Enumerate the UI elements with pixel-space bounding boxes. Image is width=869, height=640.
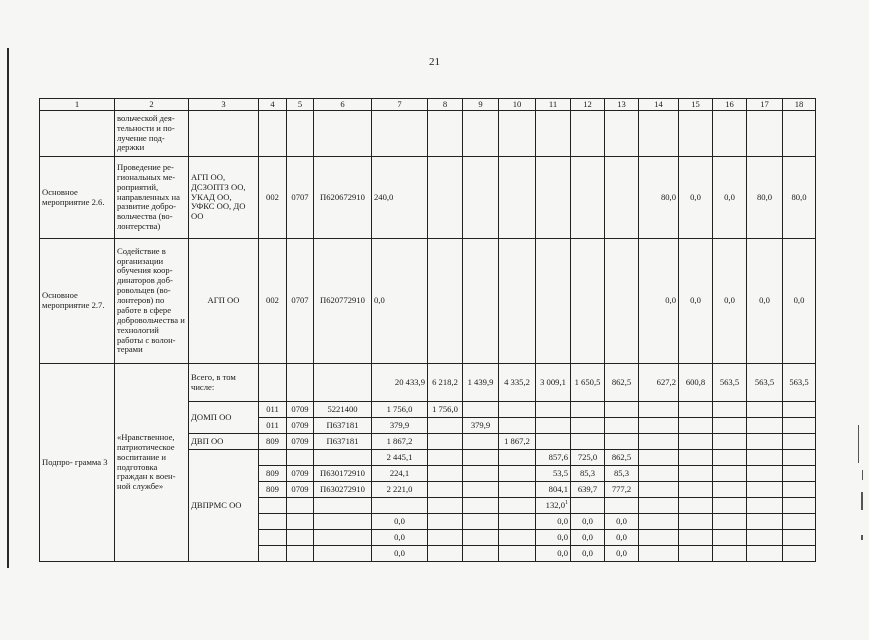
executor: ДВПРМС ОО: [189, 450, 259, 562]
cell: 0,0: [713, 239, 747, 364]
cell: 2 221,0: [372, 482, 428, 498]
cell: 011: [259, 402, 287, 418]
cell: 777,2: [605, 482, 639, 498]
measure-name: Основное мероприятие 2.6.: [40, 157, 115, 239]
cell: 862,5: [605, 364, 639, 402]
cell: 1 756,0: [372, 402, 428, 418]
cell: 240,0: [372, 157, 428, 239]
cell: 4 335,2: [499, 364, 536, 402]
table-row: [40, 111, 816, 157]
column-number: 13: [605, 99, 639, 111]
cell: 80,0: [783, 157, 816, 239]
cell: 379,9: [463, 418, 499, 434]
column-number: 8: [428, 99, 463, 111]
executor: АГП ОО, ДСЗОПТЗ ОО, УКАД ОО, УФКС ОО, ДО ОО: [189, 157, 259, 239]
cell: 0,0: [536, 546, 571, 562]
footnote-mark: 1: [565, 500, 568, 507]
cell: 011: [259, 418, 287, 434]
column-number: 11: [536, 99, 571, 111]
cell: 563,5: [747, 364, 783, 402]
cell: 0,0: [571, 530, 605, 546]
column-number: 2: [115, 99, 189, 111]
cell: 809: [259, 434, 287, 450]
cell: 0,0: [372, 514, 428, 530]
cell: 563,5: [783, 364, 816, 402]
table-row: [40, 157, 816, 239]
column-number: 7: [372, 99, 428, 111]
cell: 1 756,0: [428, 402, 463, 418]
cell: 85,3: [571, 466, 605, 482]
column-number: 17: [747, 99, 783, 111]
cell: 53,5: [536, 466, 571, 482]
cell: 0,0: [747, 239, 783, 364]
column-number: 1: [40, 99, 115, 111]
cell: 1 867,2: [372, 434, 428, 450]
cell: П620672910: [314, 157, 372, 239]
cell: 0707: [287, 239, 314, 364]
cell: 80,0: [747, 157, 783, 239]
cell: 1 867,2: [499, 434, 536, 450]
scan-edge-line: [7, 48, 9, 568]
cell: 0,0: [679, 157, 713, 239]
cell: 725,0: [571, 450, 605, 466]
cell: 809: [259, 482, 287, 498]
column-number-row: [40, 99, 816, 111]
cell: 224,1: [372, 466, 428, 482]
cell: П637181: [314, 434, 372, 450]
cell: 0709: [287, 482, 314, 498]
cell: 809: [259, 466, 287, 482]
cell: 0,0: [372, 546, 428, 562]
table-row: [40, 239, 816, 364]
cell: 0,0: [605, 546, 639, 562]
scan-mark: [858, 425, 859, 463]
measure-description: Содействие в организации обучения коор- динаторов доб- ровольцев (во- лонтеров) по работе в сфере добровольчества и технологий работы с волон- терами: [115, 239, 189, 364]
cell: 20 433,9: [372, 364, 428, 402]
cell: 1 439,9: [463, 364, 499, 402]
column-number: 5: [287, 99, 314, 111]
cell: П620772910: [314, 239, 372, 364]
cell: 600,8: [679, 364, 713, 402]
cell: 0,0: [783, 239, 816, 364]
subprogram-description: «Нравственное, патриотическое воспитание и подготовка граждан к воен- ной службе»: [115, 364, 189, 562]
cell: 0709: [287, 418, 314, 434]
column-number: 14: [639, 99, 679, 111]
measure-description: вольческой дея- тельности и по- лучение под- держки: [115, 111, 189, 157]
cell: 5221400: [314, 402, 372, 418]
cell: П630272910: [314, 482, 372, 498]
column-number: 3: [189, 99, 259, 111]
column-number: 9: [463, 99, 499, 111]
column-number: 15: [679, 99, 713, 111]
cell: 379,9: [372, 418, 428, 434]
cell: 6 218,2: [428, 364, 463, 402]
cell: 002: [259, 239, 287, 364]
budget-table: [39, 98, 816, 562]
cell: 862,5: [605, 450, 639, 466]
measure-name: Основное мероприятие 2.7.: [40, 239, 115, 364]
cell: 0,0: [639, 239, 679, 364]
cell: 85,3: [605, 466, 639, 482]
cell: 0709: [287, 434, 314, 450]
measure-description: Проведение ре- гиональных ме- роприятий, направленных на развитие добро- вольчества (во- лонтерства): [115, 157, 189, 239]
cell: 627,2: [639, 364, 679, 402]
cell: 1 650,5: [571, 364, 605, 402]
cell: 002: [259, 157, 287, 239]
cell: 804,1: [536, 482, 571, 498]
cell: 2 445,1: [372, 450, 428, 466]
cell: 639,7: [571, 482, 605, 498]
total-label: Всего, в том числе:: [189, 364, 259, 402]
cell: П630172910: [314, 466, 372, 482]
cell: 0,0: [536, 514, 571, 530]
column-number: 16: [713, 99, 747, 111]
scan-mark: [861, 535, 863, 540]
cell: 0,0: [605, 530, 639, 546]
executor: ДОМП ОО: [189, 402, 259, 434]
executor: ДВП ОО: [189, 434, 259, 450]
subprogram-name: Подпро- грамма 3: [40, 364, 115, 562]
cell: 0,0: [679, 239, 713, 364]
cell: 0709: [287, 466, 314, 482]
column-number: 12: [571, 99, 605, 111]
column-number: 18: [783, 99, 816, 111]
page-number: 21: [429, 56, 440, 68]
cell: 0709: [287, 402, 314, 418]
cell: 0,0: [536, 530, 571, 546]
cell: 0,0: [372, 530, 428, 546]
cell: 0,0: [605, 514, 639, 530]
cell: 563,5: [713, 364, 747, 402]
scan-mark: [862, 470, 863, 480]
table-row: [40, 364, 816, 402]
cell: 0,0: [571, 514, 605, 530]
column-number: 4: [259, 99, 287, 111]
cell: 3 009,1: [536, 364, 571, 402]
cell: П637181: [314, 418, 372, 434]
executor: АГП ОО: [189, 239, 259, 364]
cell: 0,0: [372, 239, 428, 364]
cell: 857,6: [536, 450, 571, 466]
cell: 0,0: [571, 546, 605, 562]
column-number: 10: [499, 99, 536, 111]
cell: 0,0: [713, 157, 747, 239]
cell: 80,0: [639, 157, 679, 239]
column-number: 6: [314, 99, 372, 111]
cell-value: 132,0: [545, 499, 565, 510]
cell: 0707: [287, 157, 314, 239]
scan-mark: [861, 492, 863, 510]
cell: [536, 498, 571, 514]
